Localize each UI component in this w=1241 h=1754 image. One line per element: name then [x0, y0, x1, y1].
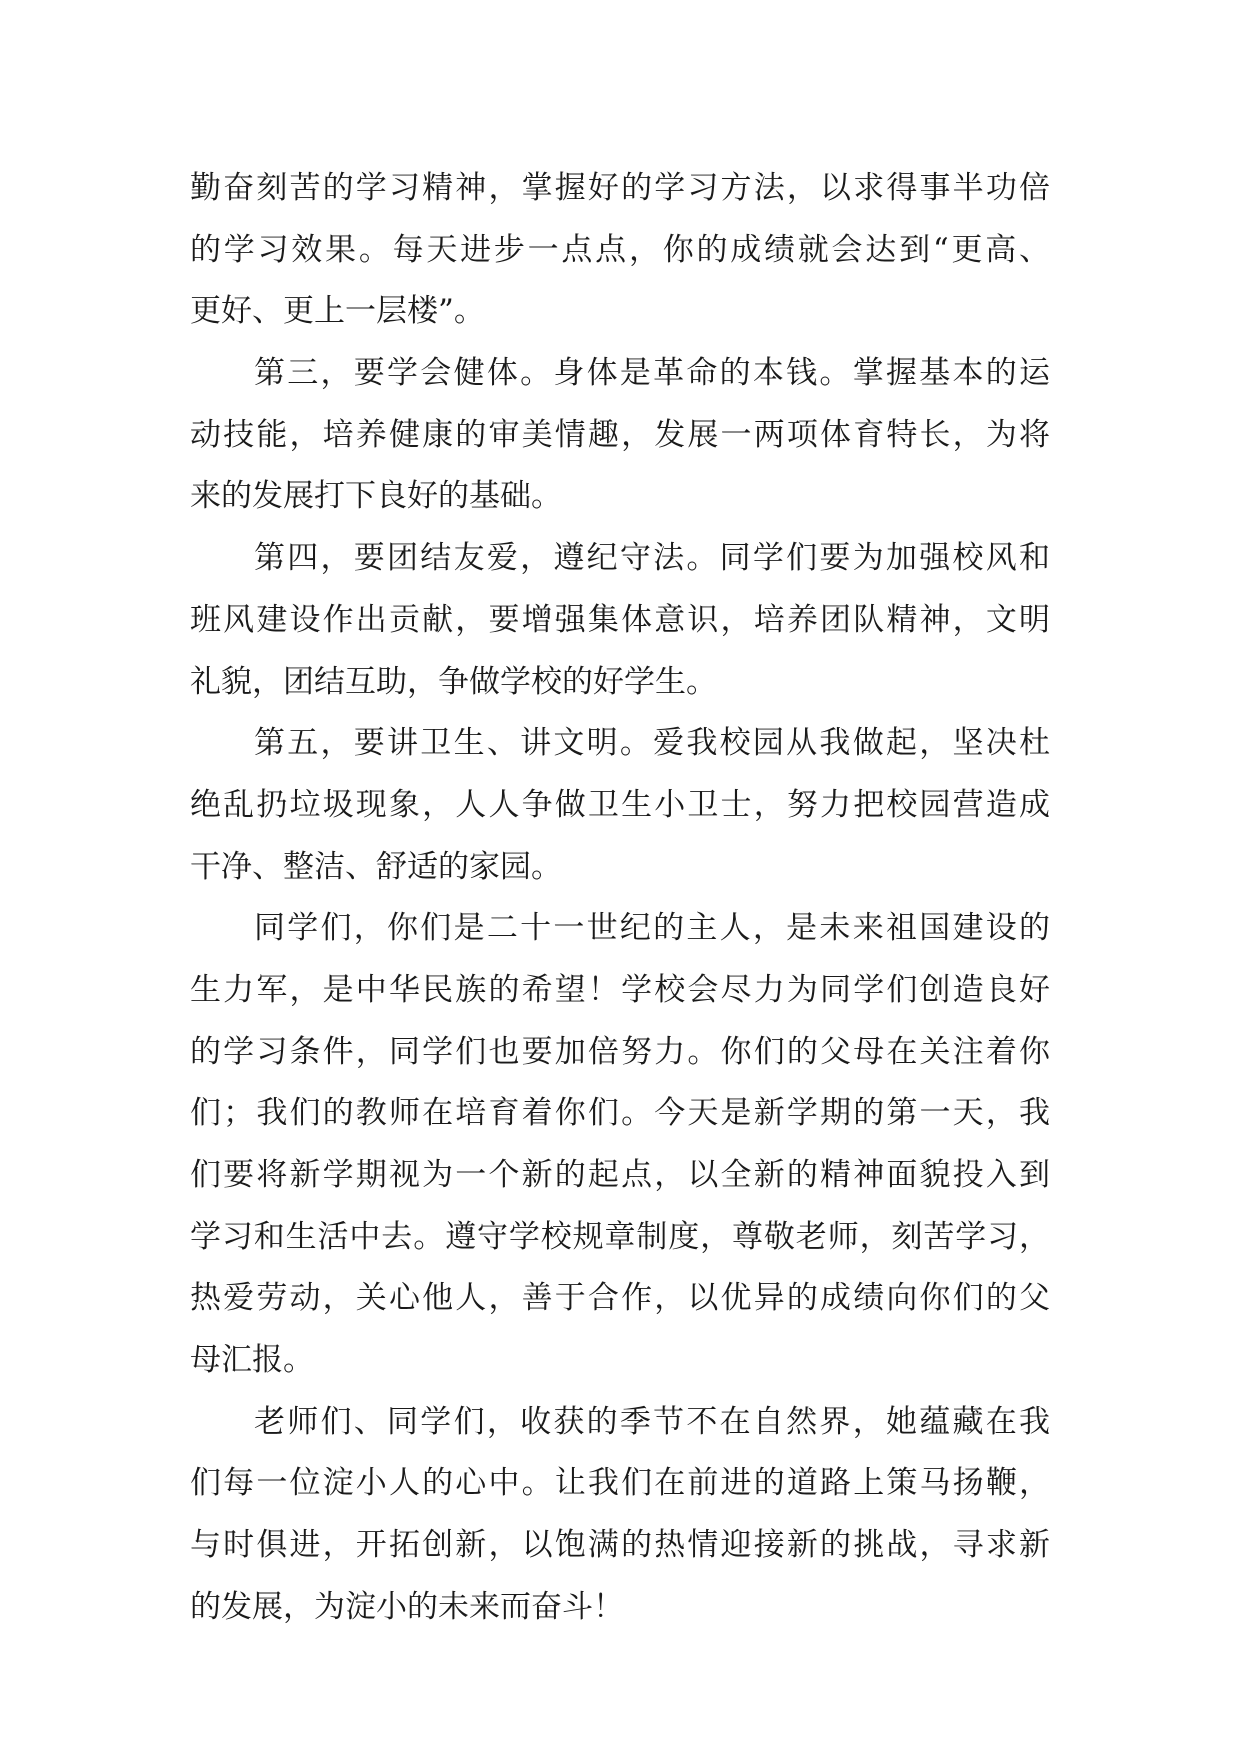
text-line: 来的发展打下良好的基础。	[190, 478, 562, 515]
text-line: 的学习效果。每天进步一点点，你的成绩就会达到“更高、	[190, 231, 1050, 268]
text-line: 的学习条件，同学们也要加倍努力。你们的父母在关注着你	[190, 1033, 1050, 1070]
text-line: 第四，要团结友爱，遵纪守法。同学们要为加强校风和	[254, 540, 1050, 577]
paragraph	[190, 898, 1050, 1392]
text-line: 班风建设作出贡献，要增强集体意识，培养团队精神，文明	[190, 601, 1050, 638]
text-line: 同学们，你们是二十一世纪的主人，是未来祖国建设的	[254, 910, 1050, 947]
paragraph	[190, 713, 1050, 898]
text-line: 与时俱进，开拓创新，以饱满的热情迎接新的挑战，寻求新	[190, 1527, 1050, 1564]
text-line: 生力军，是中华民族的希望！学校会尽力为同学们创造良好	[190, 971, 1050, 1008]
text-line: 老师们、同学们，收获的季节不在自然界，她蕴藏在我	[254, 1403, 1050, 1440]
text-line: 们每一位淀小人的心中。让我们在前进的道路上策马扬鞭，	[190, 1465, 1050, 1502]
text-line: 的发展，为淀小的未来而奋斗！	[190, 1588, 624, 1625]
text-line: 勤奋刻苦的学习精神，掌握好的学习方法，以求得事半功倍	[190, 170, 1050, 206]
text-line: 动技能，培养健康的审美情趣，发展一两项体育特长，为将	[190, 416, 1050, 453]
paragraph	[190, 158, 1050, 343]
text-line: 热爱劳动，关心他人，善于合作，以优异的成绩向你们的父	[190, 1280, 1050, 1317]
text-line: 第三，要学会健体。身体是革命的本钱。掌握基本的运	[254, 355, 1050, 392]
text-line: 们要将新学期视为一个新的起点，以全新的精神面貌投入到	[190, 1157, 1050, 1193]
paragraph	[190, 528, 1050, 713]
text-line: 们；我们的教师在培育着你们。今天是新学期的第一天，我	[190, 1095, 1050, 1132]
paragraph	[190, 343, 1050, 528]
text-line: 学习和生活中去。遵守学校规章制度，尊敬老师，刻苦学习，	[190, 1218, 1050, 1255]
paragraph	[190, 1392, 1050, 1639]
text-line: 母汇报。	[190, 1342, 314, 1379]
text-line: 第五，要讲卫生、讲文明。爱我校园从我做起，坚决杜	[254, 725, 1050, 762]
text-line: 更好、更上一层楼”。	[190, 293, 485, 330]
text-line: 干净、整洁、舒适的家园。	[190, 848, 562, 885]
text-line: 绝乱扔垃圾现象，人人争做卫生小卫士，努力把校园营造成	[190, 786, 1050, 823]
document-body	[190, 158, 1050, 1639]
text-line: 礼貌，团结互助，争做学校的好学生。	[190, 663, 717, 700]
